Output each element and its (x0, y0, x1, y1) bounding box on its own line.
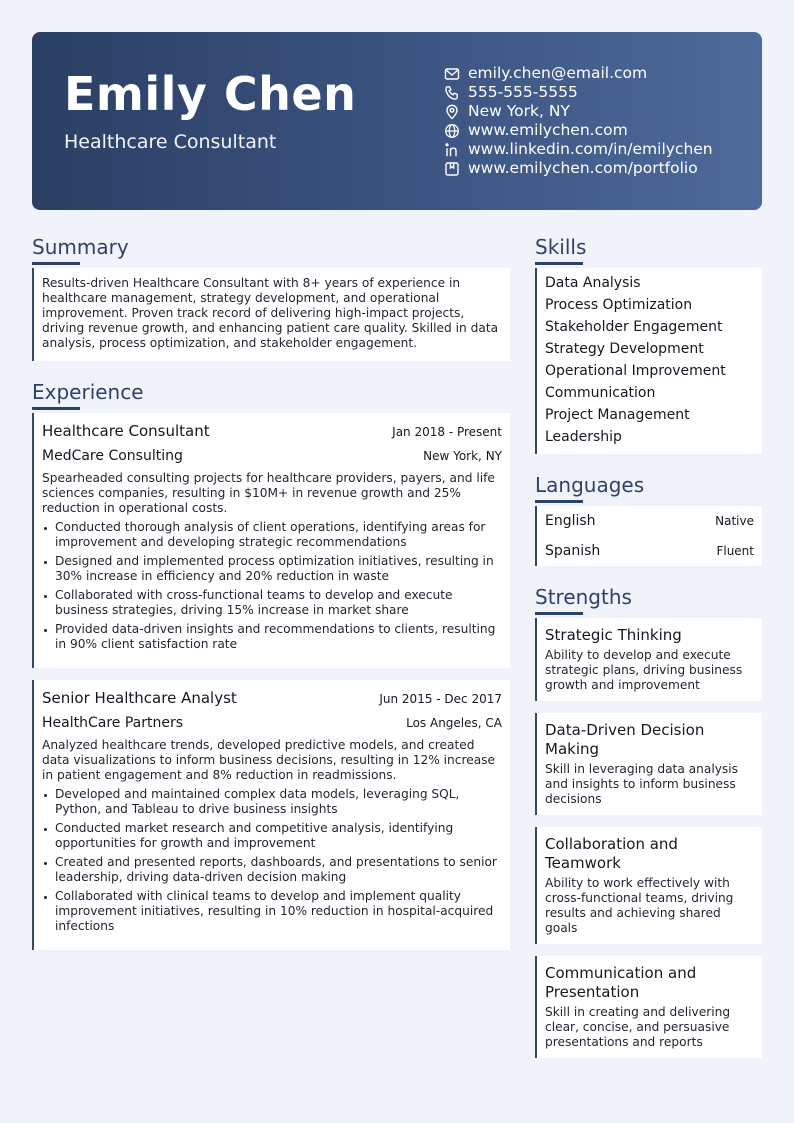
bullet-item: Conducted thorough analysis of client operations, identifying areas for improvement and developing strategic recommendations (42, 520, 502, 550)
job-description: Analyzed healthcare trends, developed predictive models, and created data visualizations to inform business decisions, resulting in 12% increase in patient engagement and 8% reduction in readmissions. (42, 738, 496, 782)
language-name: English (545, 513, 596, 529)
job-location: New York, NY (423, 449, 502, 463)
strength-description: Skill in leveraging data analysis and insights to inform business decisions (545, 762, 739, 806)
contact-linkedin[interactable]: www.linkedin.com/in/emilychen (444, 140, 713, 159)
language-level: Fluent (716, 544, 754, 558)
skill-item: Data Analysis (545, 275, 641, 291)
strengths-section (535, 584, 762, 1058)
job-title: Healthcare Consultant (42, 422, 210, 440)
job-title: Senior Healthcare Analyst (42, 689, 237, 707)
strength-description: Ability to work effectively with cross-functional teams, driving results and achieving shared goals (545, 876, 734, 935)
candidate-name: Emily Chen (64, 67, 357, 121)
skill-item: Operational Improvement (545, 363, 726, 379)
job-date: Jan 2018 - Present (392, 425, 502, 439)
portfolio-icon (444, 161, 460, 177)
summary-section (32, 234, 510, 361)
left-column (32, 234, 510, 962)
language-level: Native (715, 514, 754, 528)
language-item (545, 536, 754, 566)
section-underline (32, 262, 80, 265)
bullet-item: Provided data-driven insights and recommendations to clients, resulting in 90% client satisfaction rate (42, 622, 502, 652)
strength-item (535, 956, 762, 1058)
skills-section (535, 234, 762, 454)
phone-icon (444, 85, 460, 101)
strength-title: Communication and Presentation (545, 964, 697, 1001)
skill-item: Communication (545, 385, 656, 401)
section-underline (32, 407, 80, 410)
strength-item (535, 713, 762, 815)
section-title: Languages (535, 473, 645, 497)
languages-list (535, 506, 762, 566)
job-location: Los Angeles, CA (406, 716, 502, 730)
job-date: Jun 2015 - Dec 2017 (379, 692, 502, 706)
section-underline (535, 612, 583, 615)
strength-item (535, 618, 762, 701)
bullet-item: Conducted market research and competitive analysis, identifying opportunities for growth and improvement (42, 821, 502, 851)
summary-text: Results-driven Healthcare Consultant with 8+ years of experience in healthcare management, strategy development, and operational improvement. Proven track record of delivering high-impact projects, driving revenue growth, and enhancing patient care quality. Skilled in data analysis, process optimization, and stakeholder engagement. (32, 268, 510, 361)
section-title: Strengths (535, 585, 632, 609)
section-underline (535, 262, 583, 265)
company-name: HealthCare Partners (42, 715, 184, 731)
strength-item (535, 827, 762, 944)
globe-icon (444, 123, 460, 139)
skills-list (535, 268, 762, 454)
language-item (545, 506, 754, 536)
contact-email[interactable]: emily.chen@email.com (444, 64, 713, 83)
section-underline (535, 500, 583, 503)
skill-item: Project Management (545, 407, 690, 423)
section-title: Summary (32, 235, 129, 259)
skill-item: Leadership (545, 429, 622, 445)
email-icon (444, 66, 460, 82)
bullet-item: Collaborated with clinical teams to develop and implement quality improvement initiatives, resulting in 10% reduction in hospital-acquired infections (42, 889, 502, 934)
contact-website[interactable]: www.emilychen.com (444, 121, 713, 140)
candidate-role: Healthcare Consultant (64, 131, 277, 153)
section-title: Skills (535, 235, 587, 259)
contact-portfolio[interactable]: www.emilychen.com/portfolio (444, 159, 713, 178)
contact-list (444, 64, 713, 178)
job-bullets (42, 787, 502, 934)
section-title: Experience (32, 380, 144, 404)
skill-item: Stakeholder Engagement (545, 319, 723, 335)
skill-item: Strategy Development (545, 341, 704, 357)
experience-entry (32, 680, 510, 950)
languages-section (535, 472, 762, 566)
contact-phone[interactable]: 555-555-5555 (444, 83, 713, 102)
bullet-item: Collaborated with cross-functional teams to develop and execute business strategies, driving 15% increase in market share (42, 588, 502, 618)
strength-description: Skill in creating and delivering clear, concise, and persuasive presentations and reports (545, 1005, 731, 1049)
bullet-item: Developed and maintained complex data models, leveraging SQL, Python, and Tableau to drive business insights (42, 787, 502, 817)
location-pin-icon (444, 104, 460, 120)
bullet-item: Created and presented reports, dashboards, and presentations to senior leadership, driving data-driven decision making (42, 855, 502, 885)
resume-header (32, 32, 762, 210)
contact-location: New York, NY (444, 102, 713, 121)
job-description: Spearheaded consulting projects for healthcare providers, payers, and life sciences companies, resulting in $10M+ in revenue growth and 25% reduction in operational costs. (42, 471, 495, 515)
strength-description: Ability to develop and execute strategic plans, driving business growth and improvement (545, 648, 743, 692)
company-name: MedCare Consulting (42, 448, 183, 464)
skill-item: Process Optimization (545, 297, 693, 313)
language-name: Spanish (545, 543, 601, 559)
job-bullets (42, 520, 502, 652)
right-column (535, 234, 762, 1070)
experience-entry (32, 413, 510, 668)
strength-title: Data-Driven Decision Making (545, 721, 705, 758)
strength-title: Collaboration and Teamwork (545, 835, 678, 872)
bullet-item: Designed and implemented process optimization initiatives, resulting in 30% increase in efficiency and 20% reduction in waste (42, 554, 502, 584)
strength-title: Strategic Thinking (545, 626, 682, 644)
linkedin-icon (444, 142, 460, 158)
experience-section (32, 379, 510, 950)
